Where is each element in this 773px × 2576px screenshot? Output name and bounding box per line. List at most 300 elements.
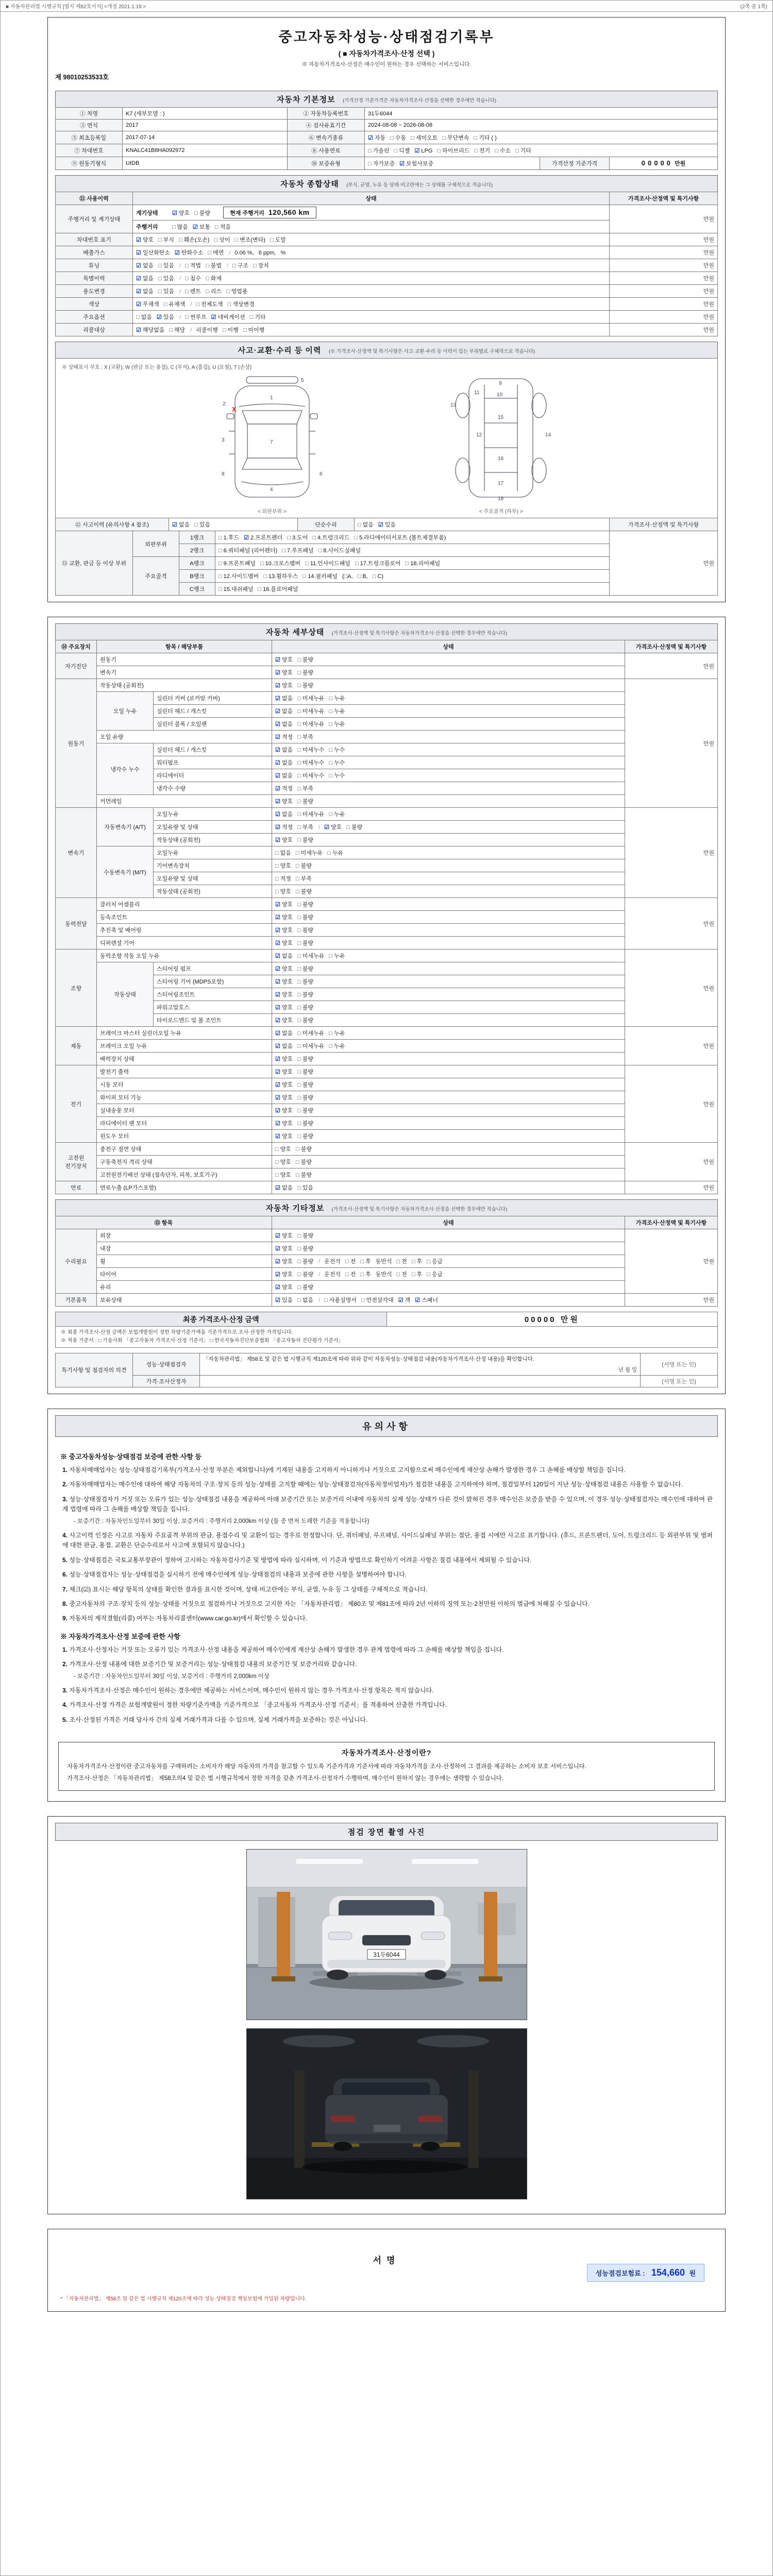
option-checkbox[interactable] — [474, 133, 496, 142]
option-checkbox[interactable] — [297, 1029, 324, 1037]
state-cell — [272, 718, 625, 731]
option-checkbox[interactable] — [329, 707, 345, 715]
option-text: 동반석 — [375, 1272, 392, 1278]
notice-item-text: 조사·산정된 가격은 거래 당사자 간의 실제 거래가격과 다를 수 있으며, 실제 거래가격을 보증하는 것은 아닙니다. — [69, 1716, 368, 1723]
inspector-label: 성능·상태점검자 — [133, 1353, 200, 1376]
option-checkbox[interactable] — [275, 1093, 293, 1101]
option-checkbox[interactable] — [275, 1296, 293, 1304]
price-select-note: ※ 자동차가격조사·산정은 매수인이 원하는 경우 선택하는 서비스입니다. — [301, 61, 472, 67]
option-label: 사용설명서 — [329, 1297, 357, 1303]
option-label: LPG — [421, 148, 433, 154]
option-label: 3.도어 — [292, 535, 308, 541]
option-checkbox[interactable] — [270, 235, 286, 244]
option-checkbox[interactable] — [275, 1132, 293, 1140]
option-checkbox[interactable] — [329, 810, 345, 818]
item-label: 디퍼렌셜 기어 — [97, 937, 272, 950]
option-checkbox[interactable] — [297, 681, 313, 689]
option-checkbox[interactable] — [287, 533, 308, 541]
option-checkbox[interactable] — [175, 248, 203, 257]
option-label: 전체도색 — [201, 301, 223, 308]
checkbox-glyph: □ — [297, 721, 301, 727]
option-checkbox[interactable] — [158, 261, 174, 269]
option-checkbox[interactable] — [297, 926, 313, 934]
option-checkbox[interactable] — [358, 520, 374, 529]
option-checkbox[interactable] — [275, 797, 293, 805]
option-checkbox[interactable] — [355, 559, 401, 567]
option-checkbox[interactable] — [297, 823, 313, 831]
option-checkbox[interactable] — [232, 261, 248, 269]
option-checkbox[interactable] — [275, 1183, 293, 1192]
option-checkbox[interactable] — [244, 533, 282, 541]
option-checkbox[interactable] — [219, 572, 259, 580]
option-checkbox[interactable] — [360, 1270, 371, 1278]
option-checkbox[interactable] — [324, 823, 342, 831]
option-checkbox[interactable] — [275, 1003, 293, 1011]
option-checkbox[interactable] — [345, 1270, 356, 1278]
device-group-label: 자기진단 — [56, 653, 97, 679]
checkbox-glyph: □ — [297, 914, 301, 921]
option-checkbox[interactable] — [211, 313, 245, 321]
option-label: 양호 — [281, 940, 293, 946]
option-checkbox[interactable] — [275, 913, 293, 921]
checkbox-glyph: □ — [219, 548, 222, 554]
option-checkbox[interactable] — [275, 1231, 293, 1240]
option-checkbox[interactable] — [297, 1244, 313, 1252]
option-checkbox[interactable] — [206, 261, 222, 269]
option-checkbox[interactable] — [275, 1145, 291, 1153]
option-checkbox[interactable] — [397, 1257, 407, 1265]
option-checkbox[interactable] — [275, 758, 293, 767]
option-checkbox[interactable] — [297, 1080, 313, 1089]
document-number: 제 98010253533호 — [55, 74, 109, 81]
checkbox-glyph: ☑ — [275, 683, 280, 689]
option-checkbox[interactable] — [275, 1042, 293, 1050]
option-checkbox[interactable] — [136, 235, 154, 244]
option-checkbox[interactable] — [275, 1106, 293, 1114]
option-checkbox[interactable] — [275, 707, 293, 715]
option-label: 17.트렁크플로어 — [360, 561, 401, 567]
option-checkbox[interactable] — [185, 274, 201, 282]
option-checkbox[interactable] — [263, 572, 298, 580]
option-checkbox[interactable] — [427, 1270, 443, 1278]
option-checkbox[interactable] — [368, 146, 390, 155]
option-checkbox[interactable] — [415, 1296, 438, 1304]
checkbox-glyph: □ — [227, 301, 231, 308]
option-checkbox[interactable] — [275, 952, 293, 960]
checkbox-glyph: □ — [329, 811, 332, 818]
option-label: 후 — [365, 1272, 371, 1278]
option-label: 9.프론트패널 — [223, 561, 256, 567]
option-checkbox[interactable] — [275, 1270, 293, 1278]
option-checkbox[interactable] — [275, 681, 293, 689]
option-checkbox[interactable] — [282, 546, 313, 554]
option-checkbox[interactable] — [214, 235, 230, 244]
option-checkbox[interactable] — [399, 159, 433, 167]
option-checkbox[interactable] — [297, 784, 313, 792]
option-checkbox[interactable] — [185, 287, 201, 295]
option-checkbox[interactable] — [329, 952, 345, 960]
option-checkbox[interactable] — [275, 1171, 291, 1179]
option-checkbox[interactable] — [219, 559, 256, 567]
option-checkbox[interactable] — [297, 797, 313, 805]
option-checkbox[interactable] — [327, 849, 343, 857]
option-checkbox[interactable] — [297, 1132, 313, 1140]
option-checkbox[interactable] — [442, 133, 469, 142]
option-checkbox[interactable] — [329, 694, 345, 702]
rank1-options — [215, 531, 610, 544]
option-checkbox[interactable] — [157, 313, 174, 321]
option-checkbox[interactable] — [228, 300, 255, 308]
checkbox-glyph: □ — [297, 824, 301, 831]
option-text: 운전석 — [324, 1272, 341, 1278]
option-checkbox[interactable] — [495, 146, 511, 155]
option-checkbox[interactable] — [297, 1283, 313, 1291]
option-checkbox[interactable] — [297, 990, 313, 998]
state-cell — [272, 1281, 625, 1294]
option-checkbox[interactable] — [297, 939, 313, 947]
option-checkbox[interactable] — [305, 559, 350, 567]
option-checkbox[interactable] — [398, 1296, 411, 1304]
option-checkbox[interactable] — [297, 1067, 313, 1076]
option-label: 썬루프 — [190, 314, 207, 320]
notice-item — [62, 1570, 713, 1580]
option-checkbox[interactable] — [172, 520, 190, 529]
option-checkbox[interactable] — [412, 1270, 422, 1278]
state-cell — [272, 795, 625, 808]
option-checkbox[interactable] — [194, 520, 210, 529]
option-checkbox[interactable] — [297, 1106, 313, 1114]
option-checkbox[interactable] — [275, 1067, 293, 1076]
option-label: 양호 — [281, 799, 293, 805]
option-checkbox[interactable] — [275, 887, 291, 895]
history-item-label: 주행거리 및 계기상태 — [56, 205, 133, 233]
rankA-options — [215, 557, 610, 570]
option-checkbox[interactable] — [361, 1296, 394, 1304]
option-checkbox[interactable] — [275, 836, 293, 844]
option-checkbox[interactable] — [275, 939, 293, 947]
option-checkbox[interactable] — [368, 133, 385, 142]
option-checkbox[interactable] — [296, 874, 312, 883]
option-checkbox[interactable] — [158, 235, 174, 244]
option-checkbox[interactable] — [406, 559, 440, 567]
option-checkbox[interactable] — [234, 235, 265, 244]
option-checkbox[interactable] — [297, 1003, 313, 1011]
option-checkbox[interactable] — [296, 849, 323, 857]
option-label: 응급 — [431, 1259, 443, 1265]
option-checkbox[interactable] — [275, 655, 293, 664]
checkbox-glyph: □ — [219, 586, 222, 592]
option-checkbox[interactable] — [296, 1171, 312, 1179]
option-checkbox[interactable] — [275, 810, 293, 818]
notice-item — [62, 1659, 713, 1669]
option-checkbox[interactable] — [179, 235, 210, 244]
section-title-detail: 자동차 세부상태 — [265, 628, 325, 637]
option-label: 누수 — [333, 747, 345, 753]
option-checkbox[interactable] — [185, 313, 207, 321]
option-text: 동반석 — [375, 1259, 392, 1265]
option-checkbox[interactable] — [297, 1055, 313, 1063]
state-cell — [272, 975, 625, 988]
option-label: 이행 — [227, 327, 239, 333]
option-checkbox[interactable] — [196, 300, 223, 308]
option-checkbox[interactable] — [358, 573, 368, 580]
option-checkbox[interactable] — [297, 745, 324, 754]
notice-section-heading: ※ 중고자동차성능·상태점검 보증에 관한 사항 등 — [60, 1452, 201, 1461]
checkbox-glyph: ☑ — [275, 1297, 280, 1303]
option-checkbox[interactable] — [329, 1042, 345, 1050]
history-item-label: 배출가스 — [56, 246, 133, 259]
final-note-1: ※ 최종 가격조사·산정 금액은 보험개발원이 정한 차량기준가액을 기준가격으로 조사·산정한 가격입니다. — [61, 1330, 293, 1335]
option-checkbox[interactable] — [414, 147, 432, 154]
option-checkbox[interactable] — [297, 694, 324, 702]
section-accident-header — [55, 342, 718, 359]
option-checkbox[interactable] — [297, 1016, 313, 1024]
option-checkbox[interactable] — [297, 836, 313, 844]
option-checkbox[interactable] — [206, 287, 222, 295]
checkbox-glyph: □ — [258, 586, 262, 592]
sub-group-label: 작동상태 — [97, 962, 154, 1027]
option-label: 양호 — [281, 902, 293, 908]
option-checkbox[interactable] — [275, 1119, 293, 1127]
option-checkbox[interactable] — [275, 990, 293, 998]
notice-item-number: 8. — [62, 1600, 70, 1607]
option-checkbox[interactable] — [368, 159, 395, 167]
col-header-price: 가격조사·산정액 및 특기사항 — [610, 192, 718, 205]
option-checkbox[interactable] — [394, 146, 410, 155]
option-label: 양호 — [281, 1121, 293, 1127]
outer-panel-label: 외판부위 — [133, 531, 179, 557]
option-checkbox[interactable] — [275, 694, 293, 702]
option-checkbox[interactable] — [474, 146, 490, 155]
option-checkbox[interactable] — [275, 1055, 293, 1063]
checkbox-glyph: □ — [329, 721, 332, 727]
option-label: 양호 — [281, 1133, 293, 1140]
option-checkbox[interactable] — [275, 900, 293, 908]
option-checkbox[interactable] — [172, 223, 188, 231]
option-checkbox[interactable] — [275, 849, 291, 857]
option-checkbox[interactable] — [329, 745, 345, 754]
option-label: 누유 — [333, 721, 345, 727]
col-header-item: 항목 / 해당부품 — [97, 640, 272, 653]
option-checkbox[interactable] — [297, 668, 313, 676]
option-checkbox[interactable] — [275, 964, 293, 973]
option-checkbox[interactable] — [345, 1257, 356, 1265]
checkbox-glyph: ☑ — [175, 250, 180, 256]
option-label: 수소 — [499, 148, 511, 154]
option-checkbox[interactable] — [275, 733, 293, 741]
option-checkbox[interactable] — [219, 533, 239, 541]
option-checkbox[interactable] — [354, 533, 446, 541]
option-checkbox[interactable] — [412, 1257, 422, 1265]
option-checkbox[interactable] — [275, 1080, 293, 1089]
option-checkbox[interactable] — [136, 274, 154, 282]
item-label: 추진축 및 베어링 — [97, 924, 272, 937]
option-checkbox[interactable] — [275, 668, 293, 676]
document-title: 중고자동차성능·상태점검기록부 — [278, 29, 495, 45]
option-checkbox[interactable] — [194, 209, 210, 217]
option-checkbox[interactable] — [136, 287, 154, 295]
option-checkbox[interactable] — [275, 784, 293, 792]
option-checkbox[interactable] — [329, 771, 345, 779]
checkbox-glyph: □ — [329, 1043, 332, 1049]
notice-item-number: 1. — [62, 1466, 70, 1473]
option-checkbox[interactable] — [136, 300, 159, 308]
option-checkbox[interactable] — [297, 1183, 313, 1192]
option-checkbox[interactable] — [437, 146, 469, 155]
option-label: 없음 — [280, 850, 291, 856]
option-checkbox[interactable] — [226, 287, 248, 295]
option-checkbox[interactable] — [297, 758, 324, 767]
checkbox-glyph: □ — [297, 811, 301, 818]
option-checkbox[interactable] — [243, 326, 265, 334]
option-checkbox[interactable] — [329, 720, 345, 728]
option-label: 불량 — [302, 927, 314, 934]
statement-table — [55, 1353, 718, 1387]
option-checkbox[interactable] — [346, 823, 362, 831]
option-checkbox[interactable] — [158, 287, 174, 295]
option-checkbox[interactable] — [296, 1145, 312, 1153]
option-checkbox[interactable] — [360, 1257, 371, 1265]
option-checkbox[interactable] — [296, 887, 312, 895]
option-label: 무단변속 — [447, 135, 469, 141]
option-checkbox[interactable] — [275, 720, 293, 728]
option-checkbox[interactable] — [275, 1016, 293, 1024]
option-checkbox[interactable] — [390, 133, 406, 142]
checkbox-glyph: ☑ — [172, 522, 177, 528]
final-price-digits: 00000 — [524, 1315, 557, 1324]
sheet-signature — [47, 2229, 726, 2312]
option-checkbox[interactable] — [297, 1257, 313, 1265]
option-checkbox[interactable] — [164, 300, 186, 308]
option-checkbox[interactable] — [185, 261, 201, 269]
option-checkbox[interactable] — [397, 1270, 407, 1278]
option-checkbox[interactable] — [297, 707, 324, 715]
option-checkbox[interactable] — [324, 1296, 357, 1304]
checkbox-glyph: □ — [297, 940, 301, 946]
option-checkbox[interactable] — [275, 1029, 293, 1037]
checkbox-glyph: □ — [329, 953, 332, 959]
option-checkbox[interactable] — [193, 223, 210, 231]
option-checkbox[interactable] — [297, 913, 313, 921]
option-checkbox[interactable] — [296, 1158, 312, 1166]
option-checkbox[interactable] — [318, 546, 361, 554]
option-label: 13.휠하우스 — [268, 573, 298, 580]
option-checkbox[interactable] — [275, 1257, 293, 1265]
option-checkbox[interactable] — [208, 248, 224, 257]
option-checkbox[interactable] — [297, 1042, 324, 1050]
option-checkbox[interactable] — [297, 1296, 313, 1304]
option-checkbox[interactable] — [297, 733, 313, 741]
option-checkbox[interactable] — [427, 1257, 443, 1265]
option-checkbox[interactable] — [297, 1231, 313, 1240]
option-checkbox[interactable] — [275, 874, 291, 883]
option-checkbox[interactable] — [297, 900, 313, 908]
option-checkbox[interactable] — [378, 520, 396, 529]
option-checkbox[interactable] — [329, 758, 345, 767]
option-checkbox[interactable] — [158, 274, 174, 282]
option-checkbox[interactable] — [411, 133, 438, 142]
option-label: 없음 — [281, 760, 293, 766]
option-checkbox[interactable] — [136, 261, 154, 269]
item-label: 윈도우 모터 — [97, 1130, 272, 1143]
checkbox-glyph: □ — [232, 263, 236, 269]
option-checkbox[interactable] — [258, 585, 298, 593]
option-checkbox[interactable] — [215, 223, 231, 231]
option-checkbox[interactable] — [275, 926, 293, 934]
option-checkbox[interactable] — [312, 533, 349, 541]
option-checkbox[interactable] — [206, 274, 222, 282]
option-checkbox[interactable] — [275, 1283, 293, 1291]
notice-item — [62, 1645, 713, 1655]
item-label: 작동상태 (공회전) — [154, 885, 272, 898]
option-checkbox[interactable] — [250, 313, 266, 321]
option-checkbox[interactable] — [275, 1158, 291, 1166]
option-label: 구조 — [237, 263, 248, 269]
checkbox-glyph: □ — [297, 1095, 301, 1101]
option-checkbox[interactable] — [136, 248, 170, 257]
option-checkbox[interactable] — [297, 771, 324, 779]
option-checkbox[interactable] — [275, 771, 293, 779]
option-label: 부족 — [302, 786, 314, 792]
option-checkbox[interactable] — [303, 572, 338, 580]
option-checkbox[interactable] — [297, 720, 324, 728]
option-checkbox[interactable] — [297, 655, 313, 664]
checkbox-glyph: □ — [297, 786, 301, 792]
state-cell — [272, 988, 625, 1001]
option-checkbox[interactable] — [136, 313, 152, 321]
option-checkbox[interactable] — [297, 810, 324, 818]
state-cell — [272, 1078, 625, 1091]
history-item-label: 주요옵션 — [56, 311, 133, 324]
state-cell — [272, 962, 625, 975]
option-checkbox[interactable] — [297, 977, 313, 986]
option-group-divider: / — [190, 327, 192, 333]
option-checkbox[interactable] — [260, 559, 300, 567]
option-checkbox[interactable] — [172, 209, 190, 217]
price-cell: 만원 — [610, 205, 718, 233]
option-checkbox[interactable] — [223, 326, 239, 334]
option-checkbox[interactable] — [275, 977, 293, 986]
option-checkbox[interactable] — [136, 326, 164, 334]
option-checkbox[interactable] — [275, 1244, 293, 1252]
definition-line-1: 자동차가격조사·산정이란 중고자동차를 구매하려는 소비자가 해당 자동차의 가격을 참고할 수 있도록 기준가격과 기준서에 따라 자동차가격을 조사·산정하여 그 결과를 제공하는 소비자 보호 서비스입니다. — [67, 1764, 586, 1770]
checkbox-glyph: □ — [295, 889, 299, 895]
option-checkbox[interactable] — [515, 146, 531, 155]
option-checkbox[interactable] — [219, 585, 253, 593]
car-regno-value: 31두6044 — [365, 108, 718, 120]
option-checkbox[interactable] — [297, 952, 324, 960]
option-text: % — [280, 250, 286, 256]
checkbox-glyph: ☑ — [275, 992, 280, 998]
option-checkbox[interactable] — [297, 1093, 313, 1101]
state-cell — [133, 298, 610, 311]
option-label: 적정 — [280, 876, 291, 882]
option-checkbox[interactable] — [275, 745, 293, 754]
option-checkbox[interactable] — [219, 546, 277, 554]
option-checkbox[interactable] — [169, 326, 185, 334]
part-number-4: 4 — [270, 487, 273, 493]
option-checkbox[interactable] — [297, 1119, 313, 1127]
option-checkbox[interactable] — [329, 1029, 345, 1037]
option-checkbox[interactable] — [296, 861, 312, 870]
option-checkbox[interactable] — [297, 1270, 313, 1278]
option-checkbox[interactable] — [275, 861, 291, 870]
option-checkbox[interactable] — [373, 573, 383, 580]
option-checkbox[interactable] — [297, 964, 313, 973]
device-group-label: 변속기 — [56, 808, 97, 898]
option-checkbox[interactable] — [275, 823, 293, 831]
option-checkbox[interactable] — [253, 261, 269, 269]
